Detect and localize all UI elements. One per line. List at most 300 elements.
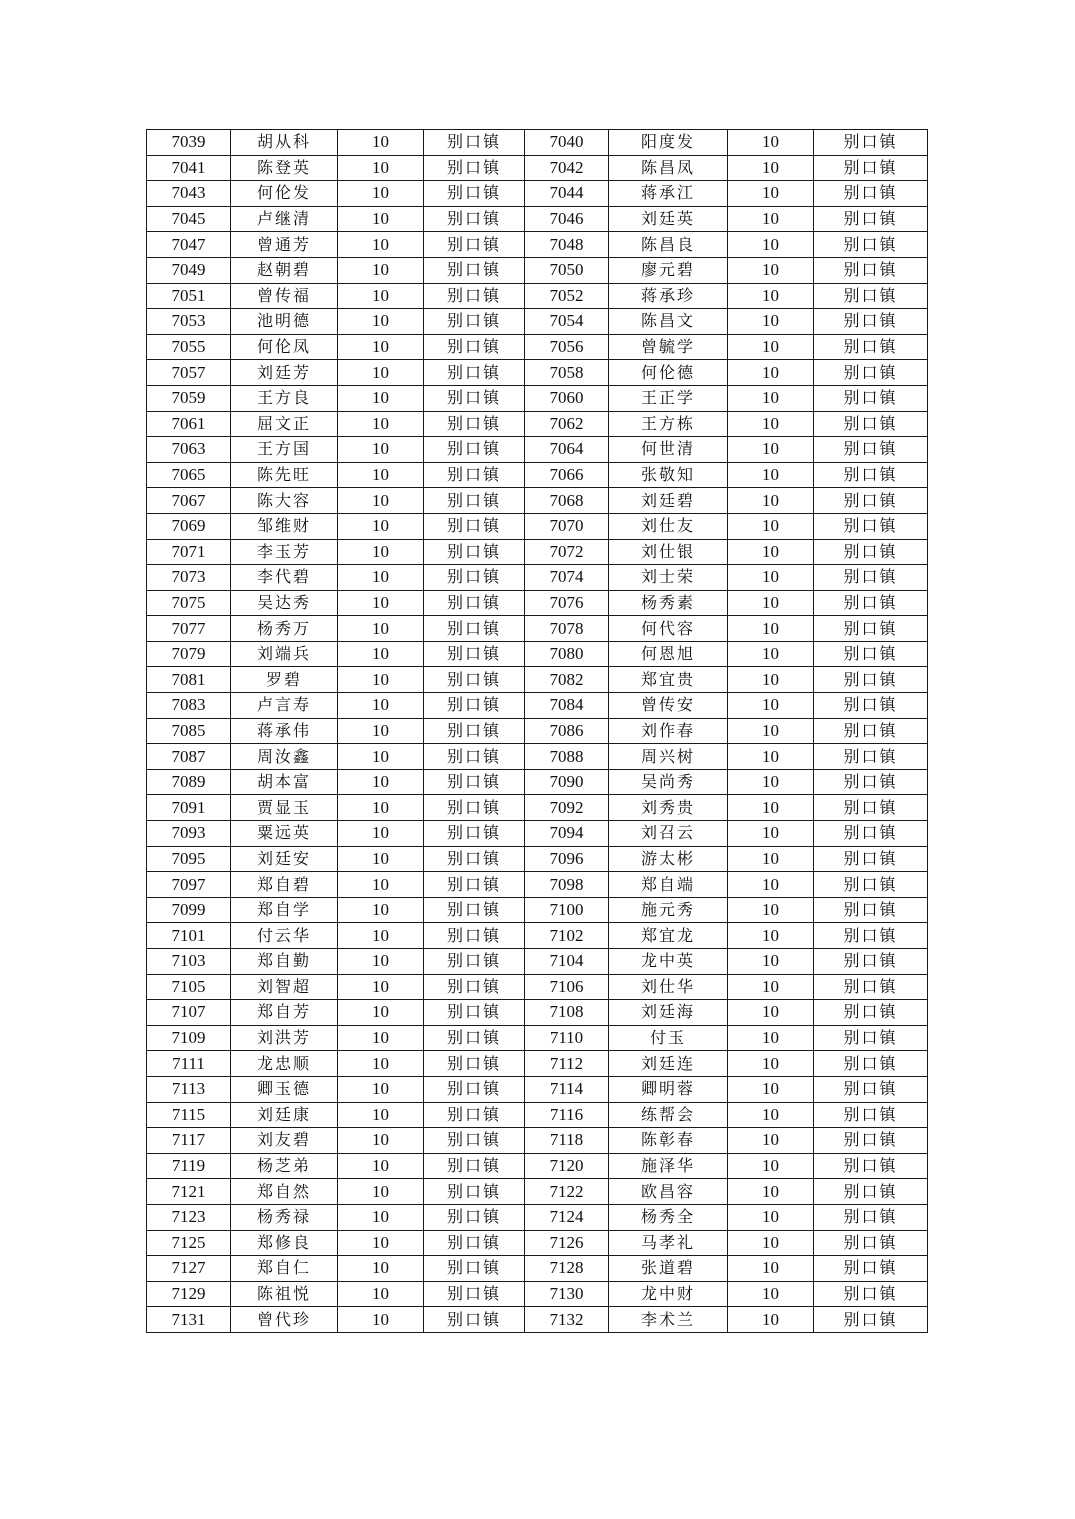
- right-town-name-cell: 别口镇: [814, 795, 928, 821]
- left-record-number-cell: 7067: [147, 488, 231, 514]
- left-town-name-cell: 别口镇: [424, 795, 525, 821]
- right-record-number-cell: 7076: [525, 590, 609, 616]
- right-town-name-cell: 别口镇: [814, 232, 928, 258]
- left-person-name-cell: 王方国: [231, 437, 338, 463]
- left-person-name-cell: 曾传福: [231, 283, 338, 309]
- right-person-name-cell: 郑自端: [609, 872, 728, 898]
- left-amount-cell: 10: [338, 1179, 424, 1205]
- left-person-name-cell: 王方良: [231, 385, 338, 411]
- left-amount-cell: 10: [338, 1025, 424, 1051]
- left-person-name-cell: 刘廷安: [231, 846, 338, 872]
- table-row: [147, 1000, 928, 1026]
- right-record-number-cell: 7074: [525, 565, 609, 591]
- left-amount-cell: 10: [338, 283, 424, 309]
- right-amount-cell: 10: [728, 872, 814, 898]
- right-record-number-cell: 7100: [525, 897, 609, 923]
- table-row: [147, 488, 928, 514]
- right-amount-cell: 10: [728, 590, 814, 616]
- left-amount-cell: 10: [338, 821, 424, 847]
- right-person-name-cell: 李术兰: [609, 1307, 728, 1333]
- left-person-name-cell: 刘端兵: [231, 641, 338, 667]
- right-person-name-cell: 刘仕银: [609, 539, 728, 565]
- left-person-name-cell: 郑自碧: [231, 872, 338, 898]
- right-record-number-cell: 7078: [525, 616, 609, 642]
- right-record-number-cell: 7046: [525, 206, 609, 232]
- left-amount-cell: 10: [338, 897, 424, 923]
- right-person-name-cell: 刘仕友: [609, 513, 728, 539]
- right-town-name-cell: 别口镇: [814, 693, 928, 719]
- right-person-name-cell: 张道碧: [609, 1256, 728, 1282]
- left-town-name-cell: 别口镇: [424, 206, 525, 232]
- left-town-name-cell: 别口镇: [424, 872, 525, 898]
- left-town-name-cell: 别口镇: [424, 411, 525, 437]
- right-person-name-cell: 周兴树: [609, 744, 728, 770]
- right-amount-cell: 10: [728, 1128, 814, 1154]
- left-person-name-cell: 刘友碧: [231, 1128, 338, 1154]
- table-row: [147, 462, 928, 488]
- left-record-number-cell: 7071: [147, 539, 231, 565]
- table-row: [147, 949, 928, 975]
- right-record-number-cell: 7040: [525, 130, 609, 156]
- left-amount-cell: 10: [338, 334, 424, 360]
- right-person-name-cell: 郑宜贵: [609, 667, 728, 693]
- left-person-name-cell: 吴达秀: [231, 590, 338, 616]
- left-town-name-cell: 别口镇: [424, 846, 525, 872]
- right-record-number-cell: 7056: [525, 334, 609, 360]
- table-row: [147, 923, 928, 949]
- left-person-name-cell: 陈祖悦: [231, 1281, 338, 1307]
- right-amount-cell: 10: [728, 130, 814, 156]
- left-person-name-cell: 刘廷芳: [231, 360, 338, 386]
- right-person-name-cell: 施泽华: [609, 1153, 728, 1179]
- left-amount-cell: 10: [338, 1102, 424, 1128]
- left-amount-cell: 10: [338, 206, 424, 232]
- table-row: [147, 130, 928, 156]
- left-amount-cell: 10: [338, 616, 424, 642]
- left-record-number-cell: 7053: [147, 309, 231, 335]
- right-person-name-cell: 卿明蓉: [609, 1076, 728, 1102]
- right-amount-cell: 10: [728, 718, 814, 744]
- right-person-name-cell: 陈彰春: [609, 1128, 728, 1154]
- left-town-name-cell: 别口镇: [424, 539, 525, 565]
- right-person-name-cell: 何恩旭: [609, 641, 728, 667]
- right-amount-cell: 10: [728, 334, 814, 360]
- right-record-number-cell: 7054: [525, 309, 609, 335]
- right-amount-cell: 10: [728, 693, 814, 719]
- left-town-name-cell: 别口镇: [424, 693, 525, 719]
- right-town-name-cell: 别口镇: [814, 1307, 928, 1333]
- left-record-number-cell: 7063: [147, 437, 231, 463]
- left-town-name-cell: 别口镇: [424, 334, 525, 360]
- left-person-name-cell: 郑自芳: [231, 1000, 338, 1026]
- left-amount-cell: 10: [338, 565, 424, 591]
- right-person-name-cell: 施元秀: [609, 897, 728, 923]
- table-row: [147, 283, 928, 309]
- left-town-name-cell: 别口镇: [424, 1153, 525, 1179]
- table-row: [147, 360, 928, 386]
- right-person-name-cell: 何伦德: [609, 360, 728, 386]
- left-person-name-cell: 郑自学: [231, 897, 338, 923]
- left-town-name-cell: 别口镇: [424, 1102, 525, 1128]
- table-row: [147, 334, 928, 360]
- left-record-number-cell: 7093: [147, 821, 231, 847]
- right-town-name-cell: 别口镇: [814, 488, 928, 514]
- table-row: [147, 1076, 928, 1102]
- right-record-number-cell: 7062: [525, 411, 609, 437]
- left-amount-cell: 10: [338, 718, 424, 744]
- right-person-name-cell: 刘仕华: [609, 974, 728, 1000]
- left-person-name-cell: 何伦发: [231, 181, 338, 207]
- right-town-name-cell: 别口镇: [814, 283, 928, 309]
- left-town-name-cell: 别口镇: [424, 667, 525, 693]
- right-town-name-cell: 别口镇: [814, 949, 928, 975]
- table-row: [147, 437, 928, 463]
- right-record-number-cell: 7108: [525, 1000, 609, 1026]
- left-person-name-cell: 龙忠顺: [231, 1051, 338, 1077]
- left-record-number-cell: 7077: [147, 616, 231, 642]
- left-amount-cell: 10: [338, 539, 424, 565]
- left-town-name-cell: 别口镇: [424, 565, 525, 591]
- right-amount-cell: 10: [728, 309, 814, 335]
- right-record-number-cell: 7084: [525, 693, 609, 719]
- table-row: [147, 1153, 928, 1179]
- right-town-name-cell: 别口镇: [814, 1256, 928, 1282]
- left-record-number-cell: 7099: [147, 897, 231, 923]
- table-row: [147, 206, 928, 232]
- right-amount-cell: 10: [728, 206, 814, 232]
- right-town-name-cell: 别口镇: [814, 181, 928, 207]
- right-town-name-cell: 别口镇: [814, 1204, 928, 1230]
- table-row: [147, 897, 928, 923]
- right-amount-cell: 10: [728, 821, 814, 847]
- right-person-name-cell: 王正学: [609, 385, 728, 411]
- left-person-name-cell: 刘洪芳: [231, 1025, 338, 1051]
- right-amount-cell: 10: [728, 1051, 814, 1077]
- left-amount-cell: 10: [338, 257, 424, 283]
- right-record-number-cell: 7130: [525, 1281, 609, 1307]
- left-person-name-cell: 池明德: [231, 309, 338, 335]
- left-amount-cell: 10: [338, 846, 424, 872]
- table-row: [147, 309, 928, 335]
- right-record-number-cell: 7098: [525, 872, 609, 898]
- left-town-name-cell: 别口镇: [424, 1256, 525, 1282]
- right-amount-cell: 10: [728, 385, 814, 411]
- left-amount-cell: 10: [338, 1051, 424, 1077]
- right-person-name-cell: 龙中英: [609, 949, 728, 975]
- right-town-name-cell: 别口镇: [814, 130, 928, 156]
- right-town-name-cell: 别口镇: [814, 334, 928, 360]
- left-amount-cell: 10: [338, 232, 424, 258]
- right-record-number-cell: 7124: [525, 1204, 609, 1230]
- right-person-name-cell: 吴尚秀: [609, 769, 728, 795]
- right-person-name-cell: 阳度发: [609, 130, 728, 156]
- table-row: [147, 1179, 928, 1205]
- right-record-number-cell: 7096: [525, 846, 609, 872]
- table-row: [147, 513, 928, 539]
- right-record-number-cell: 7110: [525, 1025, 609, 1051]
- right-record-number-cell: 7058: [525, 360, 609, 386]
- right-town-name-cell: 别口镇: [814, 385, 928, 411]
- right-person-name-cell: 游太彬: [609, 846, 728, 872]
- right-person-name-cell: 曾毓学: [609, 334, 728, 360]
- table-row: [147, 385, 928, 411]
- left-amount-cell: 10: [338, 130, 424, 156]
- left-record-number-cell: 7065: [147, 462, 231, 488]
- left-record-number-cell: 7115: [147, 1102, 231, 1128]
- right-record-number-cell: 7082: [525, 667, 609, 693]
- right-record-number-cell: 7092: [525, 795, 609, 821]
- left-record-number-cell: 7083: [147, 693, 231, 719]
- left-record-number-cell: 7073: [147, 565, 231, 591]
- left-amount-cell: 10: [338, 1230, 424, 1256]
- right-record-number-cell: 7120: [525, 1153, 609, 1179]
- right-town-name-cell: 别口镇: [814, 309, 928, 335]
- right-town-name-cell: 别口镇: [814, 846, 928, 872]
- left-town-name-cell: 别口镇: [424, 309, 525, 335]
- table-row: [147, 974, 928, 1000]
- right-amount-cell: 10: [728, 616, 814, 642]
- left-town-name-cell: 别口镇: [424, 385, 525, 411]
- left-town-name-cell: 别口镇: [424, 616, 525, 642]
- table-row: [147, 181, 928, 207]
- right-town-name-cell: 别口镇: [814, 565, 928, 591]
- right-town-name-cell: 别口镇: [814, 1230, 928, 1256]
- left-amount-cell: 10: [338, 667, 424, 693]
- left-record-number-cell: 7129: [147, 1281, 231, 1307]
- table-row: [147, 590, 928, 616]
- table-row: [147, 232, 928, 258]
- left-amount-cell: 10: [338, 385, 424, 411]
- right-town-name-cell: 别口镇: [814, 360, 928, 386]
- right-person-name-cell: 杨秀素: [609, 590, 728, 616]
- right-amount-cell: 10: [728, 437, 814, 463]
- right-record-number-cell: 7048: [525, 232, 609, 258]
- left-town-name-cell: 别口镇: [424, 1230, 525, 1256]
- left-record-number-cell: 7123: [147, 1204, 231, 1230]
- right-record-number-cell: 7094: [525, 821, 609, 847]
- left-amount-cell: 10: [338, 795, 424, 821]
- left-person-name-cell: 罗碧: [231, 667, 338, 693]
- right-record-number-cell: 7116: [525, 1102, 609, 1128]
- right-amount-cell: 10: [728, 1102, 814, 1128]
- right-person-name-cell: 付玉: [609, 1025, 728, 1051]
- left-person-name-cell: 陈登英: [231, 155, 338, 181]
- table-row: [147, 1128, 928, 1154]
- right-record-number-cell: 7114: [525, 1076, 609, 1102]
- right-record-number-cell: 7050: [525, 257, 609, 283]
- right-person-name-cell: 王方栋: [609, 411, 728, 437]
- left-town-name-cell: 别口镇: [424, 641, 525, 667]
- table-row: [147, 846, 928, 872]
- left-record-number-cell: 7103: [147, 949, 231, 975]
- left-record-number-cell: 7045: [147, 206, 231, 232]
- left-record-number-cell: 7075: [147, 590, 231, 616]
- table-row: [147, 1281, 928, 1307]
- right-person-name-cell: 刘作春: [609, 718, 728, 744]
- left-town-name-cell: 别口镇: [424, 744, 525, 770]
- right-town-name-cell: 别口镇: [814, 641, 928, 667]
- roster-table-body: [147, 130, 928, 1333]
- left-record-number-cell: 7087: [147, 744, 231, 770]
- left-record-number-cell: 7107: [147, 1000, 231, 1026]
- right-record-number-cell: 7088: [525, 744, 609, 770]
- left-person-name-cell: 卿玉德: [231, 1076, 338, 1102]
- left-amount-cell: 10: [338, 1307, 424, 1333]
- right-amount-cell: 10: [728, 897, 814, 923]
- right-record-number-cell: 7052: [525, 283, 609, 309]
- left-town-name-cell: 别口镇: [424, 1307, 525, 1333]
- right-town-name-cell: 别口镇: [814, 539, 928, 565]
- left-amount-cell: 10: [338, 974, 424, 1000]
- right-person-name-cell: 郑宜龙: [609, 923, 728, 949]
- table-row: [147, 769, 928, 795]
- right-person-name-cell: 蒋承江: [609, 181, 728, 207]
- right-person-name-cell: 陈昌文: [609, 309, 728, 335]
- left-town-name-cell: 别口镇: [424, 1076, 525, 1102]
- left-town-name-cell: 别口镇: [424, 1204, 525, 1230]
- left-person-name-cell: 杨秀禄: [231, 1204, 338, 1230]
- table-row: [147, 693, 928, 719]
- right-town-name-cell: 别口镇: [814, 923, 928, 949]
- right-town-name-cell: 别口镇: [814, 411, 928, 437]
- right-town-name-cell: 别口镇: [814, 667, 928, 693]
- left-person-name-cell: 李玉芳: [231, 539, 338, 565]
- left-record-number-cell: 7119: [147, 1153, 231, 1179]
- left-amount-cell: 10: [338, 488, 424, 514]
- left-record-number-cell: 7043: [147, 181, 231, 207]
- right-record-number-cell: 7118: [525, 1128, 609, 1154]
- table-row: [147, 1102, 928, 1128]
- right-amount-cell: 10: [728, 360, 814, 386]
- left-town-name-cell: 别口镇: [424, 1000, 525, 1026]
- right-town-name-cell: 别口镇: [814, 155, 928, 181]
- left-amount-cell: 10: [338, 360, 424, 386]
- table-row: [147, 821, 928, 847]
- table-row: [147, 1256, 928, 1282]
- left-amount-cell: 10: [338, 769, 424, 795]
- right-amount-cell: 10: [728, 1307, 814, 1333]
- right-town-name-cell: 别口镇: [814, 872, 928, 898]
- left-amount-cell: 10: [338, 923, 424, 949]
- right-town-name-cell: 别口镇: [814, 1025, 928, 1051]
- left-amount-cell: 10: [338, 1000, 424, 1026]
- table-row: [147, 667, 928, 693]
- left-person-name-cell: 胡本富: [231, 769, 338, 795]
- left-person-name-cell: 杨秀万: [231, 616, 338, 642]
- right-town-name-cell: 别口镇: [814, 257, 928, 283]
- left-amount-cell: 10: [338, 513, 424, 539]
- left-record-number-cell: 7101: [147, 923, 231, 949]
- left-town-name-cell: 别口镇: [424, 462, 525, 488]
- left-amount-cell: 10: [338, 1128, 424, 1154]
- right-person-name-cell: 蒋承珍: [609, 283, 728, 309]
- right-record-number-cell: 7126: [525, 1230, 609, 1256]
- left-record-number-cell: 7041: [147, 155, 231, 181]
- right-record-number-cell: 7080: [525, 641, 609, 667]
- left-town-name-cell: 别口镇: [424, 1025, 525, 1051]
- left-person-name-cell: 卢继清: [231, 206, 338, 232]
- left-record-number-cell: 7081: [147, 667, 231, 693]
- left-amount-cell: 10: [338, 155, 424, 181]
- left-amount-cell: 10: [338, 1076, 424, 1102]
- right-town-name-cell: 别口镇: [814, 206, 928, 232]
- left-town-name-cell: 别口镇: [424, 769, 525, 795]
- left-record-number-cell: 7049: [147, 257, 231, 283]
- left-town-name-cell: 别口镇: [424, 181, 525, 207]
- left-amount-cell: 10: [338, 1256, 424, 1282]
- right-person-name-cell: 张敬知: [609, 462, 728, 488]
- left-town-name-cell: 别口镇: [424, 1128, 525, 1154]
- left-record-number-cell: 7113: [147, 1076, 231, 1102]
- right-person-name-cell: 何代容: [609, 616, 728, 642]
- left-amount-cell: 10: [338, 1204, 424, 1230]
- left-person-name-cell: 刘智超: [231, 974, 338, 1000]
- left-record-number-cell: 7095: [147, 846, 231, 872]
- right-amount-cell: 10: [728, 232, 814, 258]
- right-person-name-cell: 马孝礼: [609, 1230, 728, 1256]
- right-record-number-cell: 7106: [525, 974, 609, 1000]
- right-town-name-cell: 别口镇: [814, 1000, 928, 1026]
- right-record-number-cell: 7042: [525, 155, 609, 181]
- left-person-name-cell: 郑自然: [231, 1179, 338, 1205]
- left-person-name-cell: 蒋承伟: [231, 718, 338, 744]
- left-record-number-cell: 7085: [147, 718, 231, 744]
- left-person-name-cell: 周汝鑫: [231, 744, 338, 770]
- right-amount-cell: 10: [728, 565, 814, 591]
- left-record-number-cell: 7047: [147, 232, 231, 258]
- right-amount-cell: 10: [728, 411, 814, 437]
- right-record-number-cell: 7086: [525, 718, 609, 744]
- left-record-number-cell: 7131: [147, 1307, 231, 1333]
- left-town-name-cell: 别口镇: [424, 257, 525, 283]
- left-person-name-cell: 卢言寿: [231, 693, 338, 719]
- right-amount-cell: 10: [728, 283, 814, 309]
- right-record-number-cell: 7102: [525, 923, 609, 949]
- right-town-name-cell: 别口镇: [814, 974, 928, 1000]
- right-amount-cell: 10: [728, 769, 814, 795]
- table-row: [147, 872, 928, 898]
- right-person-name-cell: 陈昌凤: [609, 155, 728, 181]
- right-town-name-cell: 别口镇: [814, 718, 928, 744]
- right-amount-cell: 10: [728, 667, 814, 693]
- right-town-name-cell: 别口镇: [814, 897, 928, 923]
- right-town-name-cell: 别口镇: [814, 513, 928, 539]
- right-person-name-cell: 练帮会: [609, 1102, 728, 1128]
- right-amount-cell: 10: [728, 488, 814, 514]
- right-record-number-cell: 7060: [525, 385, 609, 411]
- right-amount-cell: 10: [728, 1230, 814, 1256]
- left-record-number-cell: 7091: [147, 795, 231, 821]
- right-town-name-cell: 别口镇: [814, 1153, 928, 1179]
- left-record-number-cell: 7109: [147, 1025, 231, 1051]
- left-person-name-cell: 郑自勤: [231, 949, 338, 975]
- right-town-name-cell: 别口镇: [814, 1128, 928, 1154]
- right-amount-cell: 10: [728, 181, 814, 207]
- left-person-name-cell: 刘廷康: [231, 1102, 338, 1128]
- right-town-name-cell: 别口镇: [814, 590, 928, 616]
- left-record-number-cell: 7051: [147, 283, 231, 309]
- table-row: [147, 1051, 928, 1077]
- table-row: [147, 1230, 928, 1256]
- right-person-name-cell: 刘召云: [609, 821, 728, 847]
- right-amount-cell: 10: [728, 641, 814, 667]
- left-amount-cell: 10: [338, 744, 424, 770]
- left-amount-cell: 10: [338, 590, 424, 616]
- right-town-name-cell: 别口镇: [814, 1281, 928, 1307]
- left-person-name-cell: 郑自仁: [231, 1256, 338, 1282]
- right-town-name-cell: 别口镇: [814, 769, 928, 795]
- right-amount-cell: 10: [728, 1256, 814, 1282]
